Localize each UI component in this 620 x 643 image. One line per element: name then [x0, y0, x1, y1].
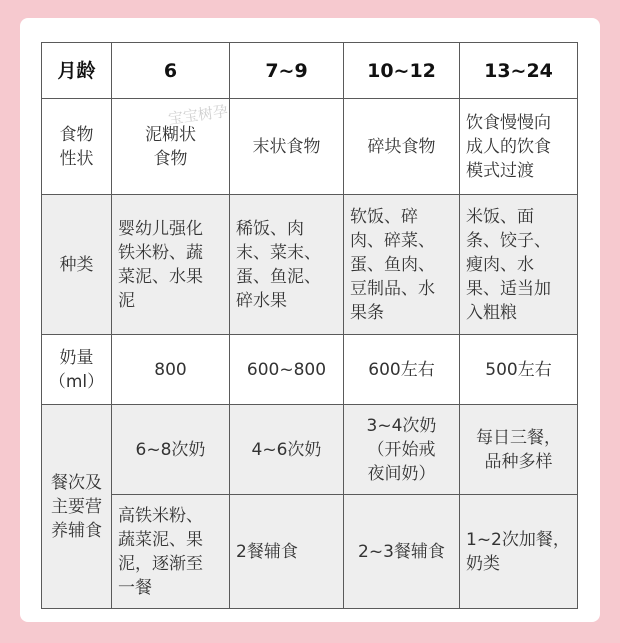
- milk-row: [42, 335, 578, 405]
- meals-food-row: [42, 495, 578, 609]
- meals-label: 餐次及 主要营 养辅食: [42, 405, 112, 609]
- meals-food-cell: 1~2次加餐， 奶类: [460, 495, 578, 609]
- meals-milk-cell: 6~8次奶: [112, 405, 230, 495]
- milk-cell: 600左右: [344, 335, 460, 405]
- age-13-24: 13~24: [460, 43, 578, 99]
- meals-milk-row: [42, 405, 578, 495]
- age-10-12: 10~12: [344, 43, 460, 99]
- meals-milk-cell: 3~4次奶 （开始戒 夜间奶）: [344, 405, 460, 495]
- card: [20, 18, 600, 622]
- texture-row: [42, 99, 578, 195]
- meals-food-cell: 2~3餐辅食: [344, 495, 460, 609]
- feeding-table: [41, 42, 578, 609]
- meals-milk-cell: 每日三餐， 品种多样: [460, 405, 578, 495]
- types-cell: 婴幼儿强化 铁米粉、蔬 菜泥、水果 泥: [112, 195, 230, 335]
- header-row: [42, 43, 578, 99]
- types-row: [42, 195, 578, 335]
- milk-cell: 800: [112, 335, 230, 405]
- types-cell: 软饭、碎 肉、碎菜、 蛋、鱼肉、 豆制品、水 果条: [344, 195, 460, 335]
- meals-food-cell: 2餐辅食: [230, 495, 344, 609]
- milk-cell: 500左右: [460, 335, 578, 405]
- meals-food-cell: 高铁米粉、 蔬菜泥、果 泥，逐渐至 一餐: [112, 495, 230, 609]
- texture-cell: 泥糊状 食物: [112, 99, 230, 195]
- meals-milk-cell: 4~6次奶: [230, 405, 344, 495]
- texture-cell: 末状食物: [230, 99, 344, 195]
- milk-cell: 600~800: [230, 335, 344, 405]
- milk-label: 奶量 （ml）: [42, 335, 112, 405]
- types-cell: 米饭、面 条、饺子、 瘦肉、水 果、适当加 入粗粮: [460, 195, 578, 335]
- types-cell: 稀饭、肉 末、菜末、 蛋、鱼泥、 碎水果: [230, 195, 344, 335]
- texture-cell: 碎块食物: [344, 99, 460, 195]
- header-label: 月龄: [42, 43, 112, 99]
- age-6: 6: [112, 43, 230, 99]
- age-7-9: 7~9: [230, 43, 344, 99]
- texture-cell: 饮食慢慢向 成人的饮食 模式过渡: [460, 99, 578, 195]
- watermark: 宝宝树孕: [167, 101, 230, 129]
- types-label: 种类: [42, 195, 112, 335]
- texture-label: 食物 性状: [42, 99, 112, 195]
